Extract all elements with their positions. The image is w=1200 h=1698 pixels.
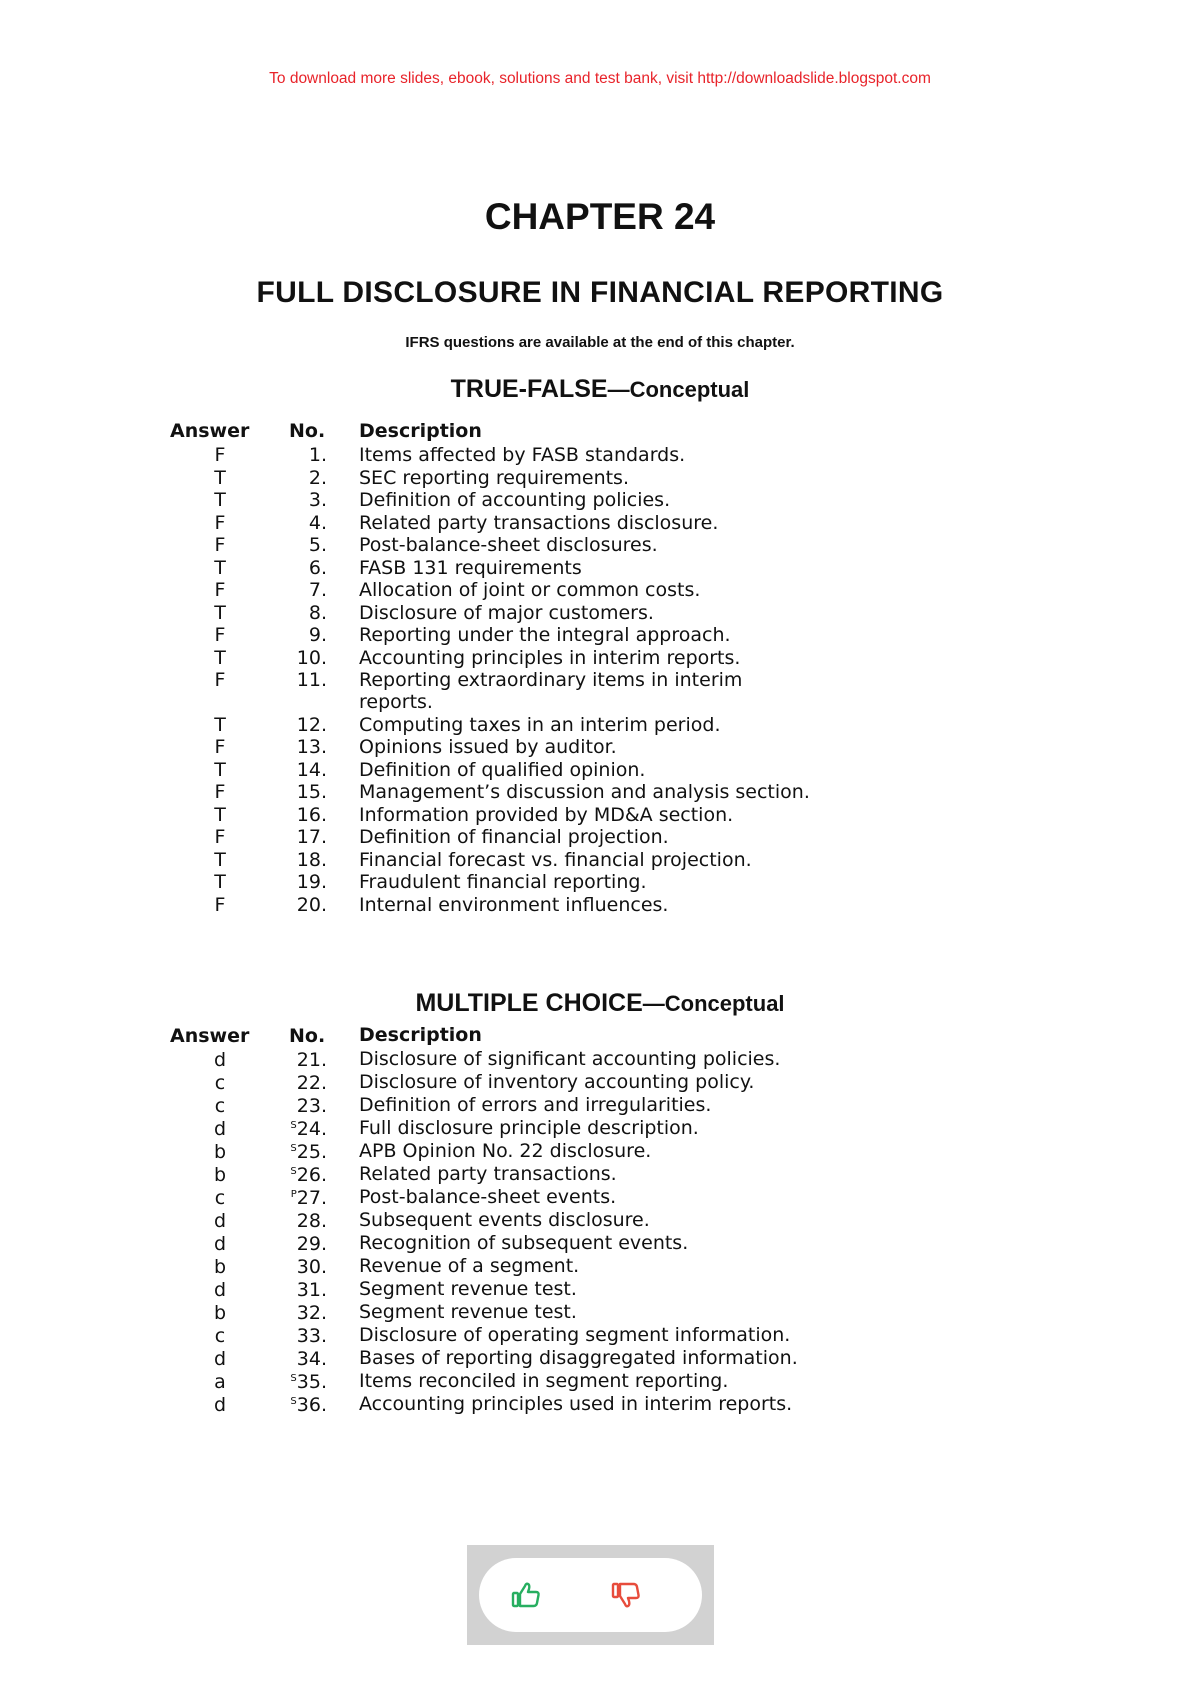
number-cell xyxy=(270,1118,327,1140)
description-cell: Post-balance-sheet events. xyxy=(359,1186,617,1208)
description-cell: Revenue of a segment. xyxy=(359,1255,580,1277)
answer-cell: F xyxy=(214,736,226,758)
number-cell xyxy=(270,467,327,489)
number-cell xyxy=(270,1394,327,1416)
answer-cell: d xyxy=(213,1394,227,1416)
multiple-choice-rows xyxy=(0,1049,1200,1415)
description-cell: Accounting principles used in interim reports. xyxy=(359,1393,793,1415)
number-cell xyxy=(270,534,327,556)
number-cell xyxy=(270,849,327,871)
description-cell: Disclosure of operating segment information. xyxy=(359,1324,791,1346)
description-cell: Related party transactions. xyxy=(359,1163,617,1185)
answer-cell: T xyxy=(214,556,226,579)
question-row xyxy=(0,1049,1200,1070)
question-row xyxy=(0,1302,1200,1323)
number-cell xyxy=(270,1279,327,1301)
question-row xyxy=(0,1095,1200,1116)
number-text: 6. xyxy=(308,556,327,579)
number-text: 9. xyxy=(308,624,327,646)
question-row xyxy=(0,759,1200,781)
answer-cell: T xyxy=(214,601,226,624)
question-row xyxy=(0,647,1200,669)
number-text: 30. xyxy=(296,1256,327,1278)
question-row xyxy=(0,1256,1200,1277)
description-cell: Definition of errors and irregularities. xyxy=(359,1094,712,1116)
number-cell xyxy=(270,557,327,579)
number-text: 7. xyxy=(308,579,327,601)
number-text: 4. xyxy=(308,511,327,534)
answer-cell: b xyxy=(213,1302,227,1324)
number-text: 25. xyxy=(296,1141,327,1163)
source-mark: S xyxy=(290,1143,297,1154)
answer-cell: F xyxy=(214,511,226,534)
question-row xyxy=(0,444,1200,466)
number-text: 16. xyxy=(296,803,327,826)
answer-cell: c xyxy=(214,1187,226,1209)
number-cell xyxy=(270,669,327,691)
number-text: 22. xyxy=(296,1072,327,1094)
number-cell xyxy=(270,736,327,758)
description-cell: Recognition of subsequent events. xyxy=(359,1232,689,1254)
answer-cell: F xyxy=(214,534,226,556)
number-cell xyxy=(270,444,327,466)
question-row xyxy=(0,579,1200,601)
number-cell xyxy=(270,871,327,893)
number-cell xyxy=(270,1325,327,1347)
true-false-table xyxy=(0,420,1200,916)
ifrs-note: IFRS questions are available at the end of this chapter. xyxy=(405,334,795,351)
number-cell xyxy=(270,1256,327,1278)
table-header xyxy=(0,1025,1200,1049)
number-text: 10. xyxy=(296,646,327,669)
question-row xyxy=(0,1371,1200,1392)
number-text: 5. xyxy=(308,534,327,556)
number-cell xyxy=(270,512,327,534)
section-title-dash: — xyxy=(607,377,630,402)
question-row xyxy=(0,1210,1200,1231)
description-cell: Full disclosure principle description. xyxy=(359,1117,699,1139)
description-cell: Internal environment influences. xyxy=(359,893,669,916)
section-title-dash: — xyxy=(642,991,665,1016)
question-row xyxy=(0,1141,1200,1162)
chapter-title: CHAPTER 24 xyxy=(484,196,716,237)
answer-cell: F xyxy=(214,444,226,466)
answer-cell: d xyxy=(213,1210,227,1232)
number-text: 28. xyxy=(296,1210,327,1232)
question-row xyxy=(0,1325,1200,1346)
question-row xyxy=(0,624,1200,646)
description-cell: Fraudulent financial reporting. xyxy=(359,871,647,893)
answer-cell: F xyxy=(214,579,226,601)
number-text: 34. xyxy=(296,1348,327,1370)
number-cell xyxy=(270,489,327,511)
question-row xyxy=(0,1394,1200,1415)
answer-cell: a xyxy=(214,1371,226,1393)
number-text: 27. xyxy=(296,1187,327,1209)
question-row xyxy=(0,1348,1200,1369)
number-cell xyxy=(270,1049,327,1071)
table-header xyxy=(0,420,1200,444)
number-text: 17. xyxy=(296,826,327,848)
number-cell xyxy=(270,602,327,624)
thumbs-up-icon xyxy=(511,1581,541,1609)
number-cell xyxy=(270,1302,327,1324)
question-row xyxy=(0,489,1200,511)
description-cell: Subsequent events disclosure. xyxy=(359,1209,650,1231)
question-row xyxy=(0,1233,1200,1254)
answer-cell: b xyxy=(213,1256,227,1278)
multiple-choice-section-title xyxy=(0,989,1200,1018)
answer-cell: d xyxy=(213,1049,227,1071)
source-mark: S xyxy=(290,1166,297,1177)
answer-cell: T xyxy=(214,489,226,511)
description-cell: Disclosure of inventory accounting policy. xyxy=(359,1071,755,1093)
answer-cell: T xyxy=(214,758,226,781)
number-cell xyxy=(270,1187,327,1209)
description-cell: Bases of reporting disaggregated information. xyxy=(359,1347,798,1369)
number-text: 2. xyxy=(308,466,327,489)
number-cell xyxy=(270,714,327,736)
number-text: 33. xyxy=(296,1325,327,1347)
chapter-subtitle: FULL DISCLOSURE IN FINANCIAL REPORTING xyxy=(256,276,944,309)
number-cell xyxy=(270,1095,327,1117)
description-cell: Disclosure of major customers. xyxy=(359,601,654,624)
question-row xyxy=(0,1072,1200,1093)
number-text: 29. xyxy=(296,1233,327,1255)
question-row xyxy=(0,1279,1200,1300)
question-row xyxy=(0,512,1200,534)
answer-cell: d xyxy=(213,1233,227,1255)
number-text: 15. xyxy=(296,781,327,803)
like-button[interactable] xyxy=(509,1580,543,1610)
section-title-sub: Conceptual xyxy=(629,377,750,402)
description-cell: Reporting extraordinary items in interim reports. xyxy=(359,669,743,713)
description-cell: Segment revenue test. xyxy=(359,1301,577,1323)
feedback-bar xyxy=(467,1545,714,1645)
description-cell: Items affected by FASB standards. xyxy=(359,444,686,466)
answer-cell: b xyxy=(213,1164,227,1186)
description-cell: Definition of financial projection. xyxy=(359,826,669,848)
section-title-main: MULTIPLE CHOICE xyxy=(415,989,643,1017)
question-row xyxy=(0,781,1200,803)
number-text: 32. xyxy=(296,1302,327,1324)
description-header: Description xyxy=(359,420,482,442)
section-title-sub: Conceptual xyxy=(664,991,785,1016)
number-text: 18. xyxy=(296,848,327,871)
answer-header: Answer xyxy=(170,1025,250,1047)
description-cell: Financial forecast vs. financial projection. xyxy=(359,848,752,871)
answer-cell: c xyxy=(214,1095,226,1117)
question-row xyxy=(0,534,1200,556)
number-cell xyxy=(270,624,327,646)
question-row xyxy=(0,557,1200,579)
description-cell: APB Opinion No. 22 disclosure. xyxy=(359,1140,652,1162)
description-cell: Opinions issued by auditor. xyxy=(359,736,617,758)
description-cell: Disclosure of significant accounting policies. xyxy=(359,1048,781,1070)
number-text: 3. xyxy=(308,489,327,511)
number-cell xyxy=(270,1072,327,1094)
feedback-pill xyxy=(479,1558,702,1632)
answer-cell: T xyxy=(214,713,226,736)
description-cell: Accounting principles in interim reports. xyxy=(359,646,741,669)
thumbs-down-icon xyxy=(611,1581,641,1609)
answer-cell: d xyxy=(213,1118,227,1140)
number-text: 13. xyxy=(296,736,327,758)
question-row xyxy=(0,714,1200,736)
number-cell xyxy=(270,759,327,781)
answer-cell: c xyxy=(214,1325,226,1347)
description-header: Description xyxy=(359,1024,482,1046)
dislike-button[interactable] xyxy=(609,1580,643,1610)
download-banner: To download more slides, ebook, solutions and test bank, visit http://downloadslide.blogspot.com xyxy=(269,70,931,87)
number-text: 31. xyxy=(296,1279,327,1301)
answer-cell: c xyxy=(214,1072,226,1094)
number-text: 1. xyxy=(308,444,327,466)
true-false-section-title xyxy=(0,375,1200,404)
number-text: 12. xyxy=(296,713,327,736)
answer-cell: F xyxy=(214,669,226,691)
question-row xyxy=(0,1118,1200,1139)
number-text: 11. xyxy=(296,669,327,691)
question-row xyxy=(0,669,1200,713)
description-cell: Items reconciled in segment reporting. xyxy=(359,1370,729,1392)
question-row xyxy=(0,1164,1200,1185)
question-row xyxy=(0,1187,1200,1208)
description-cell: Segment revenue test. xyxy=(359,1278,577,1300)
answer-cell: b xyxy=(213,1141,227,1163)
answer-header: Answer xyxy=(170,420,250,442)
description-cell: Related party transactions disclosure. xyxy=(359,511,719,534)
number-header: No. xyxy=(289,420,326,442)
question-row xyxy=(0,804,1200,826)
description-cell: FASB 131 requirements xyxy=(359,556,582,579)
number-text: 14. xyxy=(296,758,327,781)
question-row xyxy=(0,894,1200,916)
section-title-main: TRUE-FALSE xyxy=(450,375,608,403)
answer-cell: d xyxy=(213,1348,227,1370)
answer-cell: F xyxy=(214,893,226,916)
number-header: No. xyxy=(289,1025,326,1047)
description-cell: Post-balance-sheet disclosures. xyxy=(359,534,658,556)
multiple-choice-table xyxy=(0,1025,1200,1417)
description-cell: Management’s discussion and analysis section. xyxy=(359,781,810,803)
description-cell: Information provided by MD&A section. xyxy=(359,803,734,826)
number-text: 8. xyxy=(308,601,327,624)
answer-cell: T xyxy=(214,803,226,826)
description-cell: Allocation of joint or common costs. xyxy=(359,579,701,601)
number-text: 24. xyxy=(296,1118,327,1140)
number-cell xyxy=(270,1141,327,1163)
number-cell xyxy=(270,894,327,916)
description-cell: Definition of accounting policies. xyxy=(359,489,671,511)
number-cell xyxy=(270,804,327,826)
number-cell xyxy=(270,1371,327,1393)
number-text: 35. xyxy=(296,1371,327,1393)
answer-cell: T xyxy=(214,871,226,893)
source-mark: S xyxy=(290,1120,297,1131)
true-false-rows xyxy=(0,444,1200,916)
number-cell xyxy=(270,826,327,848)
answer-cell: T xyxy=(214,848,226,871)
description-cell: Computing taxes in an interim period. xyxy=(359,713,721,736)
number-cell xyxy=(270,1348,327,1370)
number-cell xyxy=(270,1164,327,1186)
number-text: 23. xyxy=(296,1095,327,1117)
description-cell: Reporting under the integral approach. xyxy=(359,624,731,646)
question-row xyxy=(0,849,1200,871)
number-text: 26. xyxy=(296,1164,327,1186)
number-text: 21. xyxy=(296,1049,327,1071)
answer-cell: T xyxy=(214,646,226,669)
number-cell xyxy=(270,1233,327,1255)
number-cell xyxy=(270,1210,327,1232)
description-cell: SEC reporting requirements. xyxy=(359,466,629,489)
number-cell xyxy=(270,647,327,669)
answer-cell: F xyxy=(214,624,226,646)
number-cell xyxy=(270,781,327,803)
answer-cell: F xyxy=(214,826,226,848)
number-cell xyxy=(270,579,327,601)
source-mark: P xyxy=(290,1189,297,1200)
question-row xyxy=(0,467,1200,489)
answer-cell: F xyxy=(214,781,226,803)
answer-cell: d xyxy=(213,1279,227,1301)
question-row xyxy=(0,871,1200,893)
number-text: 36. xyxy=(296,1394,327,1416)
description-cell: Definition of qualified opinion. xyxy=(359,758,646,781)
question-row xyxy=(0,602,1200,624)
source-mark: S xyxy=(290,1396,297,1407)
question-row xyxy=(0,736,1200,758)
source-mark: S xyxy=(290,1373,297,1384)
answer-cell: T xyxy=(214,466,226,489)
number-text: 19. xyxy=(296,871,327,893)
question-row xyxy=(0,826,1200,848)
number-text: 20. xyxy=(296,893,327,916)
